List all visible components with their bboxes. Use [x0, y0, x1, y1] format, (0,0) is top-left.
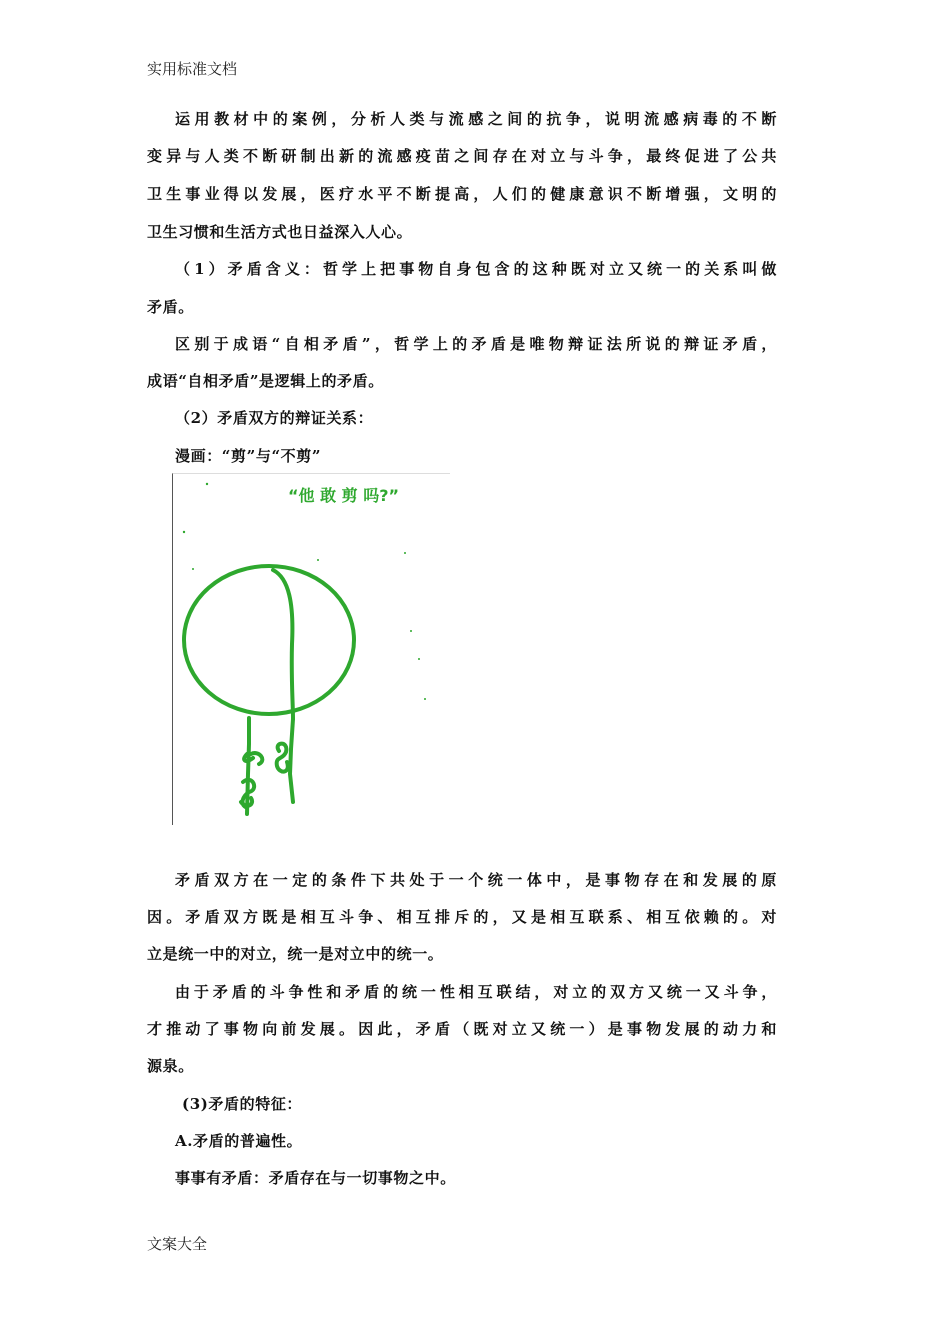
paragraph-line: 矛盾。: [147, 298, 194, 316]
page-header: 实用标准文档: [147, 60, 238, 78]
balloon-divider: [273, 570, 293, 719]
paragraph-line: 运用教材中的案例，分析人类与流感之间的抗争，说明流感病毒的不断: [175, 110, 777, 128]
climber-figure-right: [277, 744, 288, 772]
figure-title: 漫画：“剪”与“不剪”: [175, 447, 322, 465]
paragraph-line: 变异与人类不断研制出新的流感疫苗之间存在对立与斗争，最终促进了公共: [147, 147, 777, 165]
balloon-circle: [184, 566, 354, 714]
cartoon-caption: “他 敢 剪 吗?”: [288, 486, 400, 505]
paragraph-line: 立是统一中的对立，统一是对立中的统一。: [147, 945, 444, 963]
paragraph-line: 区别于成语“自相矛盾”，哲学上的矛盾是唯物辩证法所说的辩证矛盾，: [175, 335, 777, 353]
balloon-drawing: [184, 566, 354, 814]
section-heading: (3)矛盾的特征：: [182, 1095, 303, 1113]
left-rope: [247, 718, 249, 814]
paragraph-line: 成语“自相矛盾”是逻辑上的矛盾。: [147, 372, 384, 390]
paragraph-line: 源泉。: [147, 1057, 194, 1075]
paragraph-line: 因。矛盾双方既是相互斗争、相互排斥的，又是相互联系、相互依赖的。对: [147, 908, 777, 926]
paragraph-line: 由于矛盾的斗争性和矛盾的统一性相互联结，对立的双方又统一又斗争，: [175, 983, 777, 1001]
paragraph-line: 卫生事业得以发展，医疗水平不断提高，人们的健康意识不断增强，文明的: [147, 185, 777, 203]
paragraph-line: 才推动了事物向前发展。因此，矛盾（既对立又统一）是事物发展的动力和: [147, 1020, 777, 1038]
paragraph-line: 事事有矛盾：矛盾存在与一切事物之中。: [175, 1169, 456, 1187]
paragraph-line: 矛盾双方在一定的条件下共处于一个统一体中，是事物存在和发展的原: [175, 871, 777, 889]
cartoon-illustration: [173, 474, 450, 825]
speckle-dots: [183, 483, 426, 700]
cartoon-figure: [172, 473, 450, 825]
paragraph-line: （1）矛盾含义：哲学上把事物自身包含的这种既对立又统一的关系叫做: [175, 260, 777, 278]
paragraph-line: 卫生习惯和生活方式也日益深入人心。: [147, 223, 413, 241]
section-heading: （2）矛盾双方的辩证关系：: [175, 409, 374, 427]
subsection-heading: A.矛盾的普遍性。: [175, 1132, 303, 1150]
page-footer: 文案大全: [147, 1235, 208, 1253]
right-rope: [290, 719, 293, 802]
